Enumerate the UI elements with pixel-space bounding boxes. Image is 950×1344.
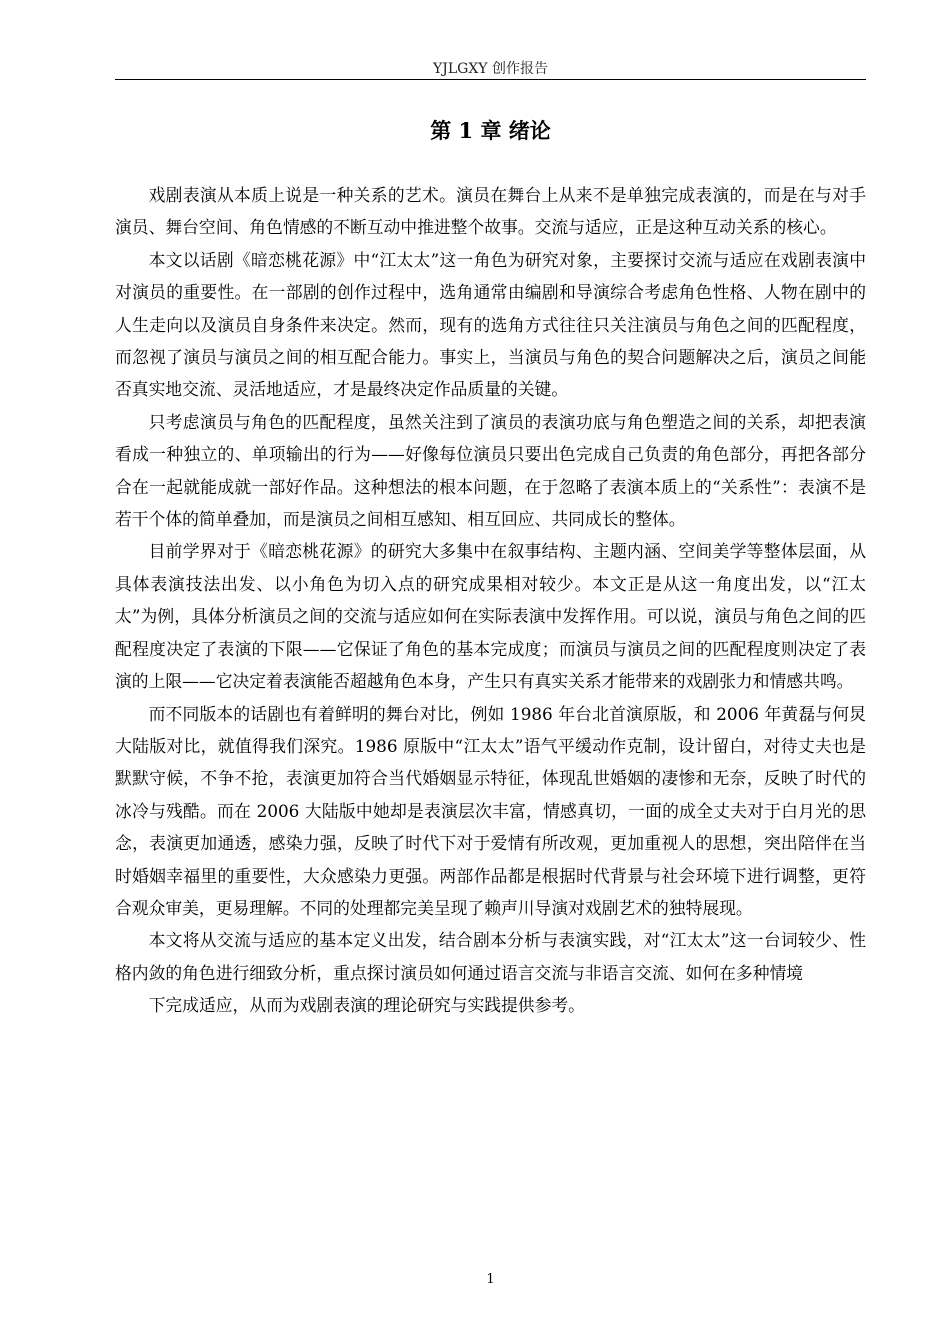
- paragraph-4: 目前学界对于《暗恋桃花源》的研究大多集中在叙事结构、主题内涵、空间美学等整体层面，从具体表演技法出发、以小角色为切入点的研究成果相对较少。本文正是从这一角度出发，以“江太太”为例，具体分析演员之间的交流与适应如何在实际表演中发挥作用。可以说，演员与角色之间的匹配程度决定了表演的下限——它保证了角色的基本完成度；而演员与演员之间的匹配程度则决定了表演的上限——它决定着表演能否超越角色本身，产生只有真实关系才能带来的戏剧张力和情感共鸣。: [115, 541, 866, 692]
- paragraph-7: 下完成适应，从而为戏剧表演的理论研究与实践提供参考。: [148, 995, 585, 1016]
- paragraph-5: 而不同版本的话剧也有着鲜明的舞台对比，例如 1986 年台北首演原版，和 2006 年黄磊与何炅大陆版对比，就值得我们深究。1986 原版中“江太太”语气平缓动作克制，设计留白，对待丈夫也是默默守候，不争不抢，表演更加符合当代婚姻显示特征，体现乱世婚姻的凄惨和无奈，反映了时代的冰冷与残酷。而在 2006 大陆版中她却是表演层次丰富，情感真切，一面的成全丈夫对于白月光的思念，表演更加通透，感染力强，反映了时代下对于爱情有所改观，更加重视人的思想，突出陪伴在当时婚姻幸福里的重要性，大众感染力更强。两部作品都是根据时代背景与社会环境下进行调整，更符合观众审美，更易理解。不同的处理都完美呈现了赖声川导演对戏剧艺术的独特展现。: [115, 703, 866, 918]
- paragraph-6: 本文将从交流与适应的基本定义出发，结合剧本分析与表演实践，对“江太太”这一台词较少、性格内敛的角色进行细致分析，重点探讨演员如何通过语言交流与非语言交流、如何在多种情境: [115, 930, 866, 983]
- running-header: YJLGXY 创作报告: [433, 61, 548, 77]
- paragraph-2: 本文以话剧《暗恋桃花源》中“江太太”这一角色为研究对象，主要探讨交流与适应在戏剧表演中对演员的重要性。在一部剧的创作过程中，选角通常由编剧和导演综合考虑角色性格、人物在剧中的人生走向以及演员自身条件来决定。然而，现有的选角方式往往只关注演员与角色之间的匹配程度，而忽视了演员与演员之间的相互配合能力。事实上，当演员与角色的契合问题解决之后，演员之间能否真实地交流、灵活地适应，才是最终决定作品质量的关键。: [115, 249, 866, 400]
- chapter-title: 第 1 章 绪论: [430, 118, 551, 143]
- body-text: [115, 179, 866, 1022]
- paragraph-3: 只考虑演员与角色的匹配程度，虽然关注到了演员的表演功底与角色塑造之间的关系，却把表演看成一种独立的、单项输出的行为——好像每位演员只要出色完成自己负责的角色部分，再把各部分合在一起就能成就一部好作品。这种想法的根本问题，在于忽略了表演本质上的“关系性”：表演不是若干个体的简单叠加，而是演员之间相互感知、相互回应、共同成长的整体。: [115, 411, 866, 530]
- paragraph-1: 戏剧表演从本质上说是一种关系的艺术。演员在舞台上从来不是单独完成表演的，而是在与对手演员、舞台空间、角色情感的不断互动中推进整个故事。交流与适应，正是这种互动关系的核心。: [115, 185, 866, 238]
- header-divider: [115, 79, 866, 80]
- page-number: 1: [486, 1272, 495, 1287]
